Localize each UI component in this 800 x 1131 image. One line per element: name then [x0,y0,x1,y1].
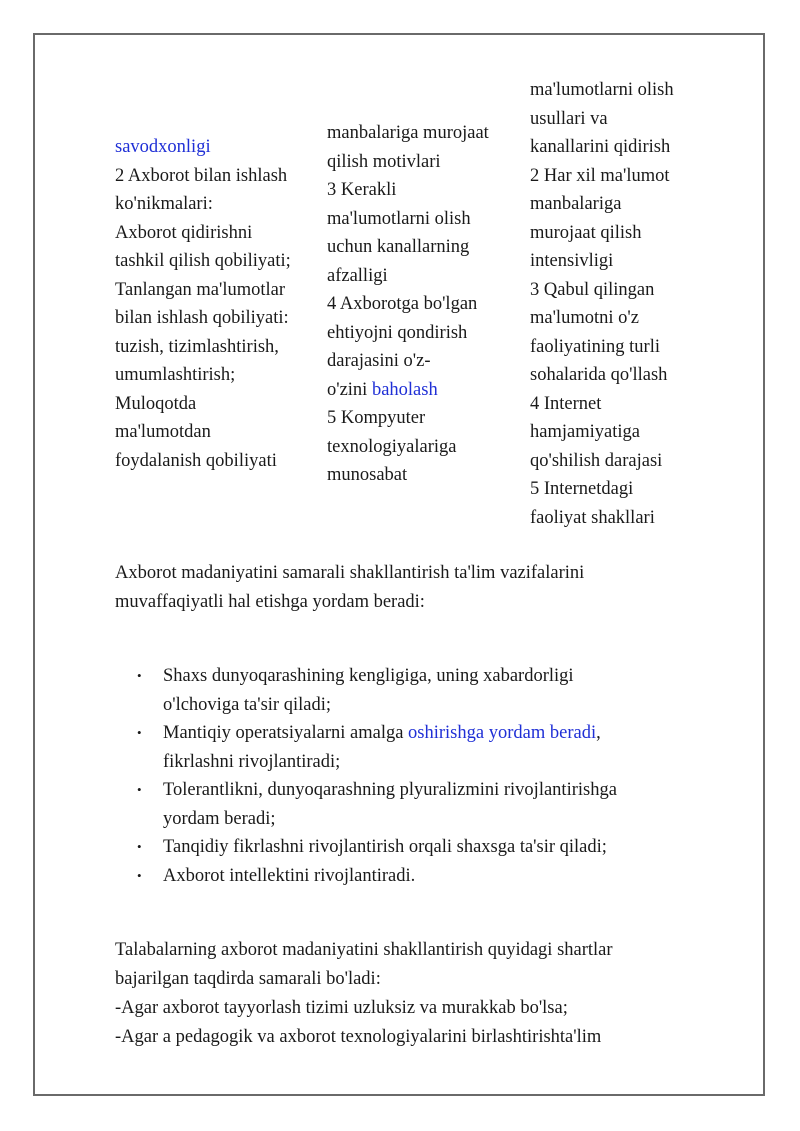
table-line: ma'lumotlarni olish [327,208,471,229]
table-line: kanallarini qidirish [530,137,671,157]
table-column-2 [327,119,523,490]
bullet-icon: • [137,668,142,683]
table-line: darajasini o'z- [327,351,431,371]
table-line: umumlashtirish; [115,365,236,385]
table-line: bilan ishlash qobiliyati: [115,308,289,328]
list-item-prefix: Mantiqiy operatsiyalarni amalga [163,723,409,743]
criteria-table [115,76,705,536]
table-line: munosabat [327,465,408,485]
list-item [115,662,715,719]
bullet-icon: • [137,839,142,854]
table-line: manbalariga murojaat [327,123,489,143]
table-line: Muloqotda [115,393,197,414]
table-line: qo'shilish darajasi [530,450,663,471]
paragraph-line: Axborot madaniyatini samarali shakllantirish ta'lim vazifalarini [115,563,585,583]
paragraph-line: bajarilgan taqdirda samarali bo'ladi: [115,969,381,989]
table-line: qilish motivlari [327,151,441,172]
list-item-line: yordam beradi; [163,808,276,829]
list-item [115,719,715,776]
list-item-suffix: , [596,723,601,743]
table-line: uchun kanallarning [327,237,470,257]
paragraph-line: Talabalarning axborot madaniyatini shakllantirish quyidagi shartlar [115,940,613,960]
list-item-line: Tolerantlikni, dunyoqarashning plyuralizmini rivojlantirishga [163,780,617,800]
table-column-3 [530,76,710,532]
list-item-line-with-link [163,719,715,748]
benefits-list [115,662,715,890]
table-line: ma'lumotlarni olish [530,80,674,100]
bullet-icon: • [137,867,142,883]
table-line: manbalariga [530,194,622,214]
table-line: usullari va [530,108,608,129]
bullet-icon: • [137,725,142,740]
list-item-line: fikrlashni rivojlantiradi; [163,751,341,772]
table-line: ko'nikmalari: [115,194,213,214]
table-line: Axborot qidirishni [115,222,253,243]
table-line: afzalligi [327,265,388,286]
table-column-1 [115,133,325,475]
link-savodxonligi[interactable]: savodxonligi [115,137,211,157]
table-line: faoliyat shakllari [530,507,655,528]
table-line: tuzish, tizimlashtirish, [115,336,279,357]
table-line: 5 Internetdagi [530,479,634,499]
table-line: hamjamiyatiga [530,422,640,442]
table-line: 2 Axborot bilan ishlash [115,165,288,186]
table-line: ma'lumotdan [115,422,211,442]
table-line: murojaat qilish [530,222,642,243]
table-line: tashkil qilish qobiliyati; [115,251,291,271]
list-item-line: Tanqidiy fikrlashni rivojlantirish orqali shaxsga ta'sir qiladi; [163,837,607,857]
table-line: 5 Kompyuter [327,408,426,428]
link-baholash[interactable]: baholash [371,379,438,400]
list-item-line: Shaxs dunyoqarashining kengligiga, uning xabardorligi [163,666,574,686]
intro-paragraph [115,559,715,617]
table-line: 2 Har xil ma'lumot [530,165,670,186]
list-item-line: o'lchoviga ta'sir qiladi; [163,694,331,715]
table-line-with-link [327,376,523,405]
table-line: 3 Kerakli [327,180,397,200]
table-line: Tanlangan ma'lumotlar [115,279,286,300]
table-line: ma'lumotni o'z [530,308,639,328]
table-line: texnologiyalariga [327,436,457,457]
paragraph-line: -Agar a pedagogik va axborot texnologiyalarini birlashtirishta'lim [115,1027,602,1047]
table-line: sohalarida qo'llash [530,365,668,385]
list-item-line: Axborot intellektini rivojlantiradi. [163,865,416,886]
table-line: 4 Axborotga bo'lgan [327,294,478,314]
table-line: 4 Internet [530,393,602,414]
bullet-icon: • [137,782,142,797]
table-line: foydalanish qobiliyati [115,450,277,471]
link-oshirishga-yordam-beradi[interactable]: oshirishga yordam beradi [408,723,597,743]
list-item [115,833,715,862]
paragraph-line: -Agar axborot tayyorlash tizimi uzluksiz va murakkab bo'lsa; [115,998,568,1018]
table-line: faoliyatining turli [530,336,660,357]
list-item [115,776,715,833]
table-line: 3 Qabul qilingan [530,279,655,300]
table-line-prefix: o'zini [327,379,372,400]
closing-paragraph [115,936,715,1052]
table-line: intensivligi [530,251,614,271]
paragraph-line: muvaffaqiyatli hal etishga yordam beradi: [115,592,425,612]
table-line: ehtiyojni qondirish [327,322,468,343]
list-item [115,862,715,891]
